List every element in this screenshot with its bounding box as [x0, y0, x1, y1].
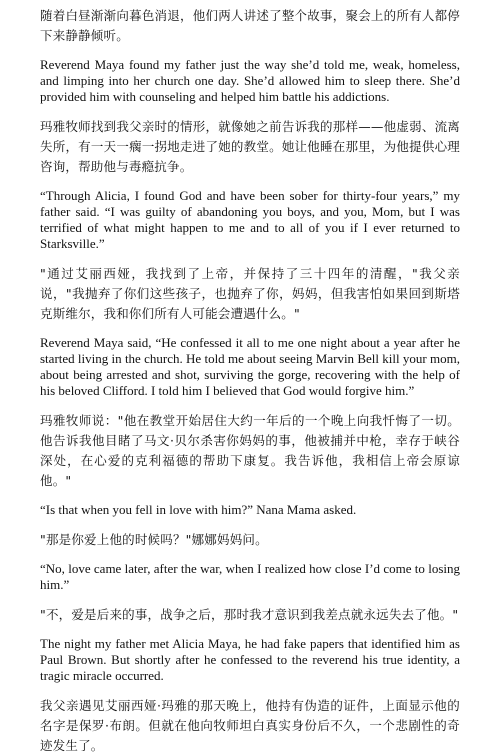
- paragraph-zh-2: 玛雅牧师找到我父亲时的情形，就像她之前告诉我的那样——他虚弱、流离失所，有一天一瘸一拐地走进了她的教堂。她让他睡在那里，为他提供心理咨询，帮助他与毒瘾抗争。: [40, 119, 460, 174]
- paragraph-en-3: Reverend Maya said, “He confessed it all to me one night about a year after he started living in the church. He told me about seeing Marvin Bell kill your mom, about being arrested and shot, surviving the gorge, recovering with the help of his beloved Clifford. I told him I believed that God would forgive him.”: [40, 335, 460, 398]
- paragraph-en-1: Reverend Maya found my father just the way she’d told me, weak, homeless, and limping into her church one day. She’d allowed him to sleep there. She’d provided him with counseling and helped him battle his addictions.: [40, 57, 460, 104]
- paragraph-en-2: “Through Alicia, I found God and have been sober for thirty-four years,” my father said. “I was guilty of abandoning you boys, and you, Mom, but I was terrified of what might happen to me and to all of you if I ever returned to Starksville.”: [40, 188, 460, 251]
- paragraph-zh-3: "通过艾丽西娅，我找到了上帝，并保持了三十四年的清醒，"我父亲说，"我抛弃了你们这些孩子，也抛弃了你，妈妈，但我害怕如果回到斯塔克斯维尔，我和你们所有人可能会遭遇什么。": [40, 266, 460, 321]
- paragraph-zh-1: 随着白昼渐渐向暮色消退，他们两人讲述了整个故事，聚会上的所有人都停下来静静倾听。: [40, 8, 460, 43]
- paragraph-en-5: “No, love came later, after the war, when I realized how close I’d come to losing him.”: [40, 561, 460, 592]
- paragraph-zh-7: 我父亲遇见艾丽西娅·玛雅的那天晚上，他持有伪造的证件，上面显示他的名字是保罗·布朗。但就在他向牧师坦白真实身份后不久，一个悲剧性的奇迹发生了。: [40, 698, 460, 753]
- paragraph-en-6: The night my father met Alicia Maya, he had fake papers that identified him as Paul Brown. But shortly after he confessed to the reverend his true identity, a tragic miracle occurred.: [40, 636, 460, 683]
- paragraph-zh-4: 玛雅牧师说："他在教堂开始居住大约一年后的一个晚上向我忏悔了一切。他告诉我他目睹了马文·贝尔杀害你妈妈的事，他被捕并中枪，幸存于峡谷深处，在心爱的克利福德的帮助下康复。我告诉他，我相信上帝会原谅他。": [40, 413, 460, 488]
- paragraph-zh-6: "不，爱是后来的事，战争之后，那时我才意识到我差点就永远失去了他。": [40, 607, 459, 622]
- paragraph-zh-5: "那是你爱上他的时候吗？"娜娜妈妈问。: [40, 532, 268, 547]
- paragraph-en-4: “Is that when you fell in love with him?” Nana Mama asked.: [40, 502, 357, 517]
